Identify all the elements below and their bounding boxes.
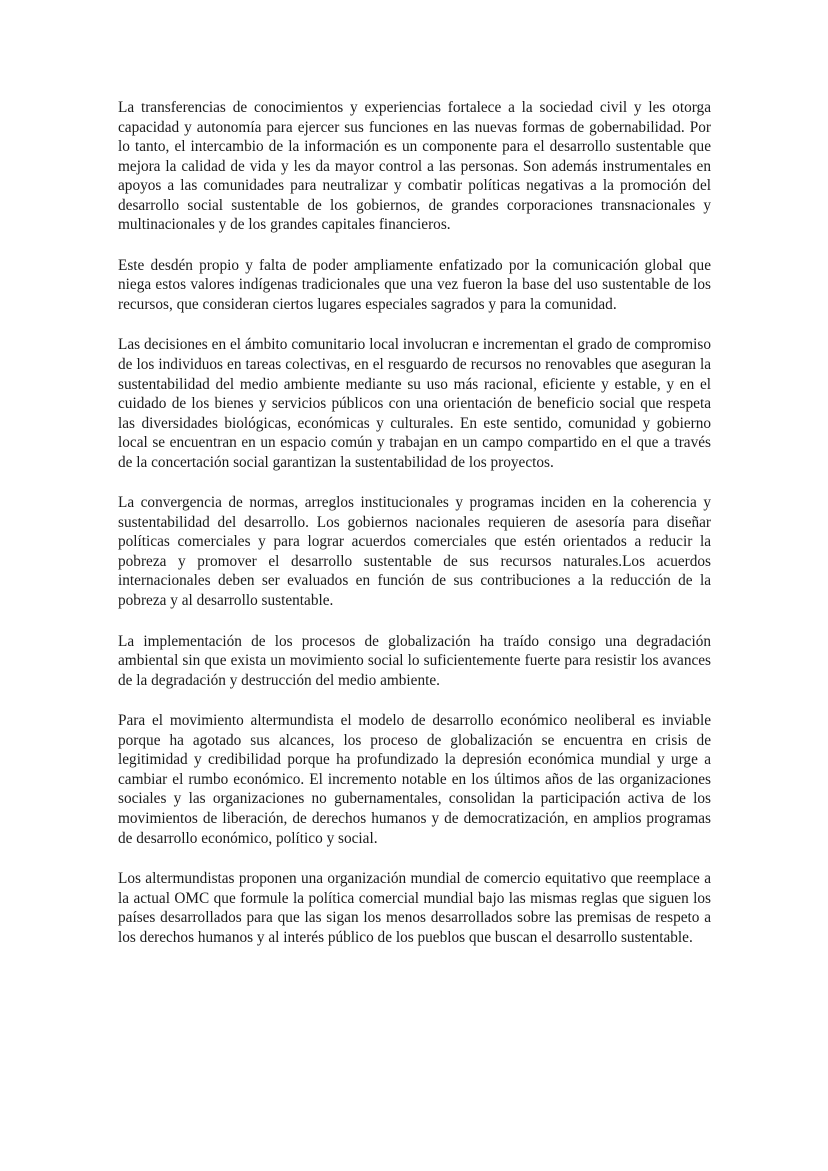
paragraph-desden: Este desdén propio y falta de poder ampliamente enfatizado por la comunicación global que niega estos valores indígenas tradicionales que una vez fueron la base del uso sustentable de los recursos, que consideran ciertos lugares especiales sagrados y para la comunidad. — [118, 256, 711, 313]
paragraph-transferencias: La transferencias de conocimientos y experiencias fortalece a la sociedad civil y les otorga capacidad y autonomía para ejercer sus funciones en las nuevas formas de gobernabilidad. Por lo tanto, el intercambio de la información es un componente para el desarrollo sustentable que mejora la calidad de vida y les da mayor control a las personas. Son además instrumentales en apoyos a las comunidades para neutralizar y combatir políticas negativas a la promoción del desarrollo social sustentable de los gobiernos, de grandes corporaciones transnacionales y multinacionales y de los grandes capitales financieros. — [118, 99, 711, 234]
paragraph-altermundista: Para el movimiento altermundista el modelo de desarrollo económico neoliberal es inviable porque ha agotado sus alcances, los proceso de globalización se encuentra en crisis de legitimidad y credibilidad porque ha profundizado la depresión económica mundial y urge a cambiar el rumbo económico. El incremento notable en los últimos años de las organizaciones sociales y las organizaciones no gubernamentales, consolidan la participación activa de los movimientos de liberación, de derechos humanos y de democratización, en amplios programas de desarrollo económico, político y social. — [118, 712, 711, 847]
paragraph-convergencia: La convergencia de normas, arreglos institucionales y programas inciden en la coherencia y sustentabilidad del desarrollo. Los gobiernos nacionales requieren de asesoría para diseñar políticas comerciales y para lograr acuerdos comerciales que estén orientados a reducir la pobreza y promover el desarrollo sustentable de sus recursos naturales.Los acuerdos internacionales deben ser evaluados en función de sus contribuciones a la reducción de la pobreza y al desarrollo sustentable. — [118, 494, 711, 610]
document-body — [118, 98, 711, 968]
paragraph-decisiones: Las decisiones en el ámbito comunitario local involucran e incrementan el grado de compromiso de los individuos en tareas colectivas, en el resguardo de recursos no renovables que aseguran la sustentabilidad del medio ambiente mediante su uso más racional, eficiente y estable, y en el cuidado de los bienes y servicios públicos con una orientación de beneficio social que respeta las diversidades biológicas, económicas y culturales. En este sentido, comunidad y gobierno local se encuentran en un espacio común y trabajan en un campo compartido en el que a través de la concertación social garantizan la sustentabilidad de los proyectos. — [118, 336, 711, 471]
paragraph-implementacion: La implementación de los procesos de globalización ha traído consigo una degradación ambiental sin que exista un movimiento social lo suficientemente fuerte para resistir los avances de la degradación y destrucción del medio ambiente. — [118, 632, 711, 689]
paragraph-omc: Los altermundistas proponen una organización mundial de comercio equitativo que reemplace a la actual OMC que formule la política comercial mundial bajo las mismas reglas que siguen los países desarrollados para que las sigan los menos desarrollados sobre las premisas de respeto a los derechos humanos y al interés público de los pueblos que buscan el desarrollo sustentable. — [118, 870, 711, 946]
